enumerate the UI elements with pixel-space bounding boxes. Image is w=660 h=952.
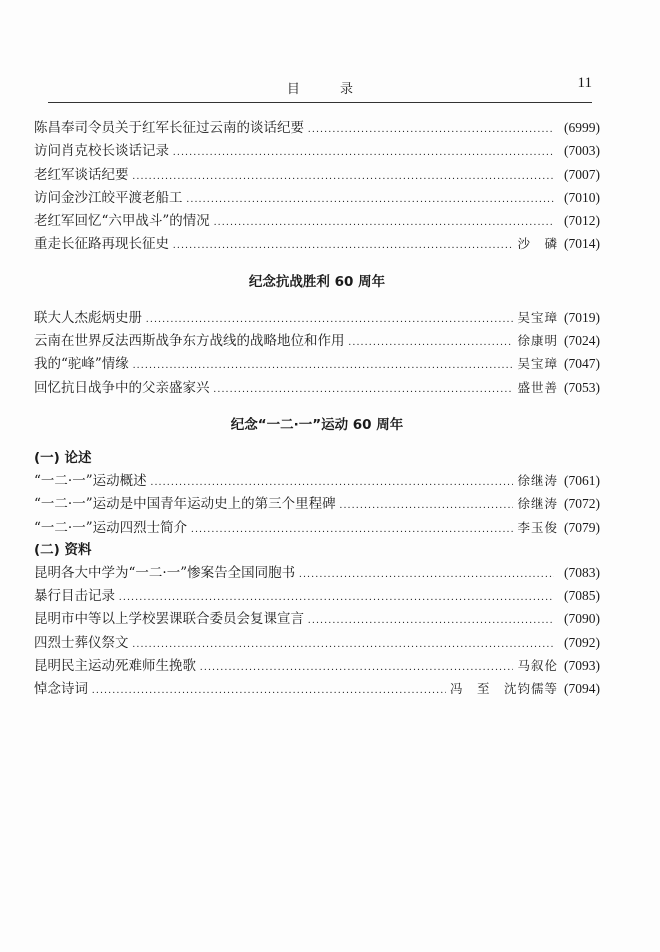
toc-entry[interactable] — [34, 516, 600, 539]
entry-author: 沙 磷 — [517, 236, 558, 252]
toc-entry[interactable] — [34, 584, 600, 607]
dot-leader — [340, 494, 514, 517]
entry-page: (7047) — [564, 356, 600, 372]
toc-entry[interactable] — [34, 677, 600, 700]
entry-title: 悼念诗词 — [34, 681, 88, 698]
entry-page: (7053) — [564, 379, 600, 395]
entry-title: 访问肖克校长谈话记录 — [34, 143, 169, 160]
dot-leader — [191, 518, 513, 541]
toc-entry[interactable] — [34, 163, 600, 186]
entry-page: (7083) — [564, 564, 600, 580]
entry-title: 昆明民主运动死难师生挽歌 — [34, 658, 196, 675]
entry-title: 老红军谈话纪要 — [34, 166, 129, 183]
entry-author: 徐继涛 — [517, 496, 558, 512]
entry-title: 回忆抗日战争中的父亲盛家兴 — [34, 379, 210, 396]
dot-leader — [133, 165, 555, 188]
entry-page: (6999) — [564, 120, 600, 135]
entry-title: “一二·一”运动四烈士简介 — [34, 519, 188, 536]
entry-author: 马叙伦 — [517, 658, 558, 674]
entry-author: 徐继涛 — [517, 472, 558, 488]
toc-entry[interactable] — [34, 186, 600, 209]
toc-group-long-march — [34, 116, 600, 256]
entry-title: 四烈士葬仪祭文 — [34, 634, 129, 651]
header-title: 目 录 — [286, 82, 372, 97]
toc-entry[interactable] — [34, 492, 600, 515]
dot-leader — [200, 656, 513, 679]
toc-entry[interactable] — [34, 209, 600, 232]
toc-group-december-first-movement — [34, 415, 600, 701]
entry-title: 访问金沙江皎平渡老船工 — [34, 189, 183, 206]
entry-page: (7014) — [564, 236, 600, 252]
dot-leader — [133, 354, 514, 377]
dot-leader — [187, 188, 555, 211]
toc-entry[interactable] — [34, 329, 600, 352]
section-heading: 纪念“一二·一”运动 60 周年 — [230, 416, 404, 433]
entry-page: (7007) — [564, 166, 600, 182]
entry-title: 我的“驼峰”情缘 — [34, 356, 129, 373]
entry-author: 盛世善 — [517, 379, 558, 395]
toc-entry[interactable] — [34, 352, 600, 375]
toc-entry[interactable] — [34, 376, 600, 399]
entry-author: 吴宝璋 — [517, 309, 558, 325]
dot-leader — [133, 633, 555, 656]
entry-title: 云南在世界反法西斯战争东方战线的战略地位和作用 — [34, 333, 345, 350]
section-heading: 纪念抗战胜利 60 周年 — [248, 273, 386, 290]
toc-entry[interactable] — [34, 607, 600, 630]
entry-page: (7094) — [564, 681, 600, 697]
page-number: 11 — [577, 75, 592, 91]
dot-leader — [92, 679, 446, 702]
subsection-heading: (二) 资料 — [34, 541, 92, 558]
entry-author: 李玉俊 — [517, 519, 558, 535]
toc-entry[interactable] — [34, 469, 600, 492]
toc-entry[interactable] — [34, 306, 600, 329]
dot-leader — [299, 563, 554, 586]
entry-page: (7010) — [564, 189, 600, 205]
toc-entry[interactable] — [34, 654, 600, 677]
entry-page: (7003) — [564, 143, 600, 159]
toc-entry[interactable] — [34, 631, 600, 654]
dot-leader — [151, 471, 514, 494]
dot-leader — [214, 211, 554, 234]
entry-title: “一二·一”运动概述 — [34, 472, 147, 489]
running-header — [48, 75, 592, 100]
entry-page: (7093) — [564, 658, 600, 674]
entry-title: 昆明市中等以上学校罢课联合委员会复课宣言 — [34, 611, 304, 628]
toc-entry[interactable] — [34, 139, 600, 162]
entry-title: 重走长征路再现长征史 — [34, 236, 169, 253]
table-of-contents — [34, 116, 600, 701]
dot-leader — [308, 609, 554, 632]
entry-title: 昆明各大中学为“一二·一”惨案告全国同胞书 — [34, 564, 296, 581]
entry-page: (7079) — [564, 519, 600, 535]
entry-page: (7061) — [564, 472, 600, 488]
dot-leader — [146, 308, 513, 331]
entry-author: 徐康明 — [517, 333, 558, 349]
entry-page: (7085) — [564, 588, 600, 604]
entry-title: 陈昌奉司令员关于红军长征过云南的谈话纪要 — [34, 120, 304, 136]
entry-author: 吴宝璋 — [517, 356, 558, 372]
entry-page: (7012) — [564, 213, 600, 229]
entry-author: 冯 至 沈钧儒等 — [449, 681, 558, 697]
dot-leader — [214, 378, 514, 401]
entry-title: 老红军回忆“六甲战斗”的情况 — [34, 213, 210, 230]
toc-entry[interactable] — [34, 116, 600, 139]
entry-page: (7019) — [564, 309, 600, 325]
header-rule — [48, 102, 592, 103]
dot-leader — [173, 141, 554, 164]
entry-page: (7090) — [564, 611, 600, 627]
dot-leader — [308, 118, 554, 141]
entry-title: “一二·一”运动是中国青年运动史上的第三个里程碑 — [34, 496, 336, 513]
dot-leader — [119, 586, 554, 609]
toc-entry[interactable] — [34, 561, 600, 584]
entry-page: (7072) — [564, 496, 600, 512]
dot-leader — [349, 331, 514, 354]
entry-page: (7092) — [564, 634, 600, 650]
toc-entry[interactable] — [34, 232, 600, 255]
entry-page: (7024) — [564, 333, 600, 349]
entry-title: 联大人杰彪炳史册 — [34, 309, 142, 326]
toc-group-anti-japanese-war — [34, 272, 600, 399]
dot-leader — [173, 234, 513, 257]
subsection-heading: (一) 论述 — [34, 449, 92, 466]
entry-title: 暴行目击记录 — [34, 588, 115, 605]
